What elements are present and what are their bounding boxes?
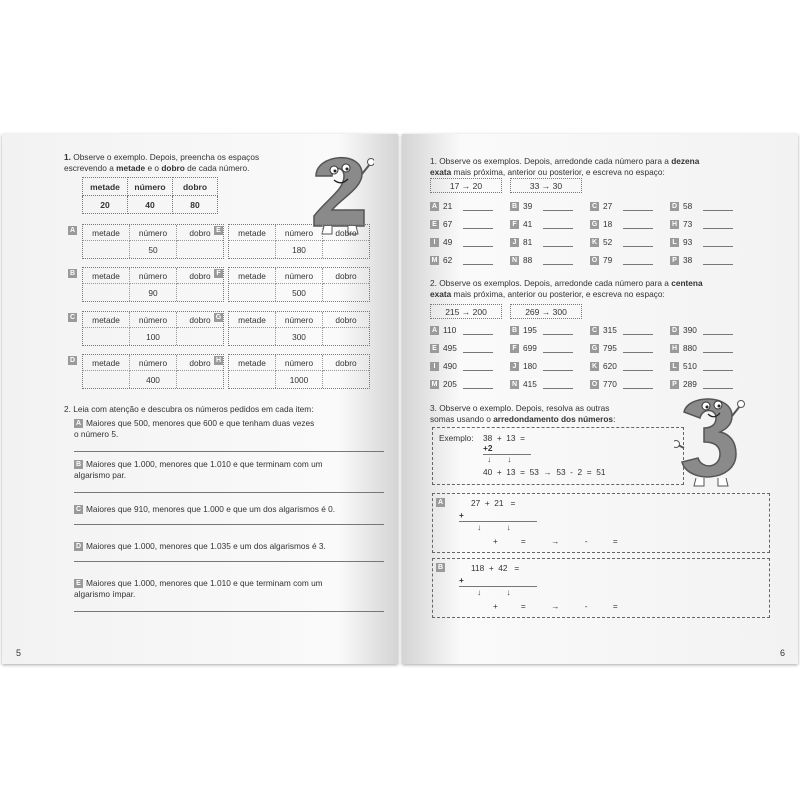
table-header-cell: metade (229, 268, 276, 284)
round-letter-badge: M (431, 381, 438, 388)
right-ex2-instructions (430, 278, 770, 300)
round-letter-badge: O (591, 381, 598, 388)
round-value: 205 (443, 379, 457, 389)
r-ex2-example-1: 215 → 200 (430, 304, 502, 319)
table-header-cell: número (276, 355, 323, 371)
round-value: 110 (443, 325, 457, 335)
metade-blank[interactable] (83, 284, 130, 301)
round-value: 21 (443, 201, 453, 211)
ex2-answer-line[interactable] (74, 524, 384, 525)
table-header-cell: número (130, 312, 177, 328)
ex2-answer-line[interactable] (74, 451, 384, 452)
page-number-right: 6 (780, 648, 786, 658)
table-numero-value: 180 (276, 241, 323, 258)
table-header-cell: número (276, 312, 323, 328)
dobro-blank[interactable] (177, 284, 223, 301)
round-value: 770 (603, 379, 617, 389)
ex1-line2c: e o (145, 163, 162, 173)
round-answer-line[interactable] (703, 246, 733, 247)
round-letter-badge: K (591, 363, 598, 370)
round-value: 180 (523, 361, 537, 371)
round-value: 699 (523, 343, 537, 353)
round-answer-line[interactable] (463, 264, 493, 265)
right-ex1-instructions (430, 156, 770, 178)
round-letter-badge: D (671, 203, 678, 210)
round-answer-line[interactable] (463, 352, 493, 353)
round-letter-badge: P (670, 256, 679, 265)
table-header-cell: número (276, 268, 323, 284)
round-answer-line[interactable] (463, 388, 493, 389)
round-answer-line[interactable] (623, 352, 653, 353)
metade-blank[interactable] (229, 241, 276, 258)
ex2-letter-badge: C (75, 506, 82, 513)
table-header-cell: dobro (177, 268, 223, 284)
table-header-cell: metade (83, 355, 130, 371)
metade-blank[interactable] (229, 371, 276, 388)
round-answer-line[interactable] (543, 228, 573, 229)
round-letter-badge: A (431, 327, 438, 334)
table-header-cell: dobro (323, 225, 369, 241)
round-answer-line[interactable] (463, 210, 493, 211)
dobro-blank[interactable] (323, 328, 369, 345)
round-answer-line[interactable] (463, 334, 493, 335)
round-answer-line[interactable] (463, 228, 493, 229)
ex3-problem-bottom[interactable]: + = → - = (493, 601, 618, 611)
round-letter-badge: M (431, 257, 438, 264)
round-answer-line[interactable] (543, 388, 573, 389)
ex2-letter-badge: B (75, 461, 82, 468)
round-letter-badge: J (510, 238, 519, 247)
ex3-problem-sum: 27 + 21 = (471, 498, 516, 508)
table-header-cell: dobro (177, 355, 223, 371)
right-page (402, 134, 798, 664)
round-value: 81 (523, 237, 533, 247)
ex3-letter-badge: B (437, 564, 444, 571)
round-value: 93 (683, 237, 693, 247)
left-page (2, 134, 398, 664)
round-letter-badge: P (670, 380, 679, 389)
round-letter-badge: J (510, 362, 519, 371)
round-value: 62 (443, 255, 453, 265)
ex3-problem-plus: + (459, 510, 464, 520)
round-letter-badge: H (671, 345, 678, 352)
round-letter-badge: C (591, 327, 598, 334)
ex3-example-sum: 38 + 13 = (483, 433, 525, 443)
ex3-example-arrows: ↓ ↓ (487, 454, 512, 464)
round-answer-line[interactable] (543, 352, 573, 353)
round-answer-line[interactable] (703, 388, 733, 389)
metade-blank[interactable] (83, 241, 130, 258)
page-number-left: 5 (16, 648, 22, 658)
round-answer-line[interactable] (623, 210, 653, 211)
table-header-cell: dobro (323, 355, 369, 371)
ex2-item-text: Maiores que 1.000, menores que 1.035 e um dos algarismos é 3. (86, 541, 326, 551)
item-letter-badge: D (69, 357, 76, 364)
round-value: 620 (603, 361, 617, 371)
metade-blank[interactable] (229, 284, 276, 301)
round-answer-line[interactable] (543, 264, 573, 265)
table-header-cell: metade (229, 355, 276, 371)
table-header-cell: metade (229, 225, 276, 241)
round-answer-line[interactable] (703, 352, 733, 353)
example-header: metade (83, 178, 128, 196)
metade-dobro-table (228, 311, 370, 346)
round-letter-badge: G (591, 345, 598, 352)
round-value: 39 (523, 201, 533, 211)
ex2-item-text: Maiores que 910, menores que 1.000 e que um dos algarismos é 0. (86, 504, 336, 514)
round-value: 88 (523, 255, 533, 265)
round-answer-line[interactable] (623, 334, 653, 335)
round-answer-line[interactable] (463, 370, 493, 371)
r-ex1-dezena: dezena (671, 156, 700, 166)
table-header-cell: dobro (177, 225, 223, 241)
item-letter-badge: B (69, 270, 76, 277)
metade-dobro-table (82, 354, 224, 389)
table-header-cell: número (276, 225, 323, 241)
metade-blank[interactable] (83, 371, 130, 388)
r-ex3-arredondamento: arredondamento dos números (493, 414, 614, 424)
round-letter-badge: F (510, 344, 519, 353)
metade-blank[interactable] (83, 328, 130, 345)
metade-dobro-table (228, 354, 370, 389)
round-answer-line[interactable] (703, 228, 733, 229)
round-value: 795 (603, 343, 617, 353)
round-value: 390 (683, 325, 697, 335)
round-letter-badge: I (430, 238, 439, 247)
table-header-cell: metade (83, 312, 130, 328)
right-ex3-instructions (430, 403, 690, 425)
example-value: 40 (128, 196, 173, 214)
r-ex2-example-2: 269 → 300 (510, 304, 582, 319)
round-letter-badge: B (511, 203, 518, 210)
round-letter-badge: C (591, 203, 598, 210)
metade-dobro-table (82, 224, 224, 259)
ex3-problem-arrows: ↓ ↓ (477, 522, 511, 532)
number-two-mascot (304, 146, 374, 236)
r-ex1-line2b: mais próxima, anterior ou posterior, e escreva no espaço: (451, 167, 665, 177)
round-answer-line[interactable] (623, 388, 653, 389)
table-numero-value: 1000 (276, 371, 323, 388)
ex3-example-box (432, 427, 684, 485)
round-value: 49 (443, 237, 453, 247)
round-letter-badge: N (511, 381, 518, 388)
round-letter-badge: E (430, 220, 439, 229)
item-letter-badge: A (69, 227, 76, 234)
r-ex2-centena: centena (671, 278, 703, 288)
round-answer-line[interactable] (543, 246, 573, 247)
round-value: 880 (683, 343, 697, 353)
round-value: 490 (443, 361, 457, 371)
table-header-cell: número (130, 355, 177, 371)
ex3-problem-box (432, 558, 770, 618)
round-value: 67 (443, 219, 453, 229)
dobro-blank[interactable] (177, 241, 223, 258)
ex3-letter-badge: A (437, 499, 444, 506)
item-letter-badge: C (69, 314, 76, 321)
round-value: 38 (683, 255, 693, 265)
round-value: 52 (603, 237, 613, 247)
example-header: número (128, 178, 173, 196)
round-value: 195 (523, 325, 537, 335)
table-header-cell: número (130, 225, 177, 241)
dobro-blank[interactable] (323, 284, 369, 301)
round-answer-line[interactable] (543, 370, 573, 371)
round-value: 289 (683, 379, 697, 389)
table-header-cell: metade (229, 312, 276, 328)
round-value: 27 (603, 201, 613, 211)
round-letter-badge: O (591, 257, 598, 264)
ex2-item-text: Maiores que 1.000, menores que 1.010 e que terminam com um (86, 459, 323, 469)
table-numero-value: 300 (276, 328, 323, 345)
ex2-item-text: Maiores que 500, menores que 600 e que tenham duas vezes (86, 418, 315, 428)
ex2-item-text-2: algarismo ímpar. (74, 589, 136, 599)
round-answer-line[interactable] (703, 370, 733, 371)
ex2-answer-line[interactable] (74, 492, 384, 493)
r-ex3-colon: : (613, 414, 616, 424)
round-answer-line[interactable] (543, 210, 573, 211)
round-answer-line[interactable] (543, 334, 573, 335)
round-value: 415 (523, 379, 537, 389)
r-ex3-line2a: somas usando o (430, 414, 494, 424)
table-numero-value: 400 (130, 371, 177, 388)
r-ex1-example-2: 33 → 30 (510, 178, 582, 193)
round-value: 315 (603, 325, 617, 335)
table-header-cell: metade (83, 225, 130, 241)
ex3-example-result: 40 + 13 = 53 → 53 - 2 = 51 (483, 467, 606, 477)
r-ex1-exata: exata (430, 167, 452, 177)
ex1-number: 1. (64, 152, 71, 162)
ex2-answer-line[interactable] (74, 611, 384, 612)
round-answer-line[interactable] (703, 210, 733, 211)
round-answer-line[interactable] (703, 334, 733, 335)
ex2-item-text: Maiores que 1.000, menores que 1.010 e que terminam com um (86, 578, 323, 588)
r-ex2-line1a: 2. Observe os exemplos. Depois, arredonde cada número para a (430, 278, 672, 288)
ex3-example-plus2: +2 (483, 443, 493, 453)
round-answer-line[interactable] (623, 370, 653, 371)
r-ex2-exata: exata (430, 289, 452, 299)
round-value: 41 (523, 219, 533, 229)
round-letter-badge: F (510, 220, 519, 229)
ex3-problem-sum: 118 + 42 = (471, 563, 520, 573)
metade-dobro-table (82, 267, 224, 302)
left-ex1-instructions (64, 152, 324, 174)
metade-dobro-table (228, 267, 370, 302)
r-ex1-example-1: 17 → 20 (430, 178, 502, 193)
ex1-line2e: de cada número. (184, 163, 250, 173)
ex3-problem-box (432, 493, 770, 553)
table-numero-value: 500 (276, 284, 323, 301)
ex2-letter-badge: A (75, 420, 82, 427)
dobro-blank[interactable] (177, 328, 223, 345)
item-letter-badge: F (214, 269, 223, 278)
round-letter-badge: D (671, 327, 678, 334)
example-value: 20 (83, 196, 128, 214)
dobro-blank[interactable] (323, 371, 369, 388)
round-letter-badge: E (430, 344, 439, 353)
round-value: 18 (603, 219, 613, 229)
ex3-problem-plus: + (459, 575, 464, 585)
ex2-letter-badge: E (74, 579, 83, 588)
metade-dobro-table (82, 311, 224, 346)
item-letter-badge: G (215, 314, 222, 321)
round-answer-line[interactable] (703, 264, 733, 265)
example-table (82, 177, 218, 214)
open-workbook (2, 134, 798, 666)
round-letter-badge: A (431, 203, 438, 210)
table-header-cell: dobro (323, 312, 369, 328)
ex3-example-label: Exemplo: (439, 433, 474, 443)
round-letter-badge: H (671, 221, 678, 228)
r-ex1-line1a: 1. Observe os exemplos. Depois, arredonde cada número para a (430, 156, 672, 166)
table-header-cell: dobro (323, 268, 369, 284)
ex2-item-text-2: algarismo par. (74, 470, 127, 480)
item-letter-badge: E (214, 226, 223, 235)
ex2-answer-line[interactable] (74, 561, 384, 562)
round-answer-line[interactable] (623, 264, 653, 265)
example-value: 80 (173, 196, 218, 214)
dobro-blank[interactable] (177, 371, 223, 388)
round-value: 73 (683, 219, 693, 229)
ex3-problem-bottom[interactable]: + = → - = (493, 536, 618, 546)
table-header-cell: dobro (177, 312, 223, 328)
ex1-metade: metade (116, 163, 146, 173)
ex1-dobro: dobro (161, 163, 185, 173)
round-letter-badge: L (670, 362, 679, 371)
round-letter-badge: I (430, 362, 439, 371)
metade-dobro-table (228, 224, 370, 259)
table-header-cell: número (130, 268, 177, 284)
item-letter-badge: H (215, 357, 222, 364)
ex1-line2a: escrevendo a (64, 163, 117, 173)
metade-blank[interactable] (229, 328, 276, 345)
round-value: 79 (603, 255, 613, 265)
round-letter-badge: N (511, 257, 518, 264)
round-value: 495 (443, 343, 457, 353)
round-letter-badge: B (511, 327, 518, 334)
round-value: 510 (683, 361, 697, 371)
r-ex2-line2b: mais próxima, anterior ou posterior, e escreva no espaço: (451, 289, 665, 299)
ex3-problem-arrows: ↓ ↓ (477, 587, 511, 597)
round-value: 58 (683, 201, 693, 211)
round-letter-badge: K (591, 239, 598, 246)
table-numero-value: 90 (130, 284, 177, 301)
ex2-letter-badge: D (75, 543, 82, 550)
number-three-mascot (674, 392, 746, 488)
example-header: dobro (173, 178, 218, 196)
table-header-cell: metade (83, 268, 130, 284)
round-answer-line[interactable] (463, 246, 493, 247)
table-numero-value: 100 (130, 328, 177, 345)
ex2-title: 2. Leia com atenção e descubra os números pedidos em cada item: (64, 404, 314, 414)
round-answer-line[interactable] (623, 246, 653, 247)
table-numero-value: 50 (130, 241, 177, 258)
round-letter-badge: L (670, 238, 679, 247)
ex2-item-text-2: o número 5. (74, 429, 119, 439)
ex1-line1: Observe o exemplo. Depois, preencha os espaços (73, 152, 260, 162)
dobro-blank[interactable] (323, 241, 369, 258)
round-letter-badge: G (591, 221, 598, 228)
r-ex3-line1: 3. Observe o exemplo. Depois, resolva as outras (430, 403, 610, 413)
round-answer-line[interactable] (623, 228, 653, 229)
